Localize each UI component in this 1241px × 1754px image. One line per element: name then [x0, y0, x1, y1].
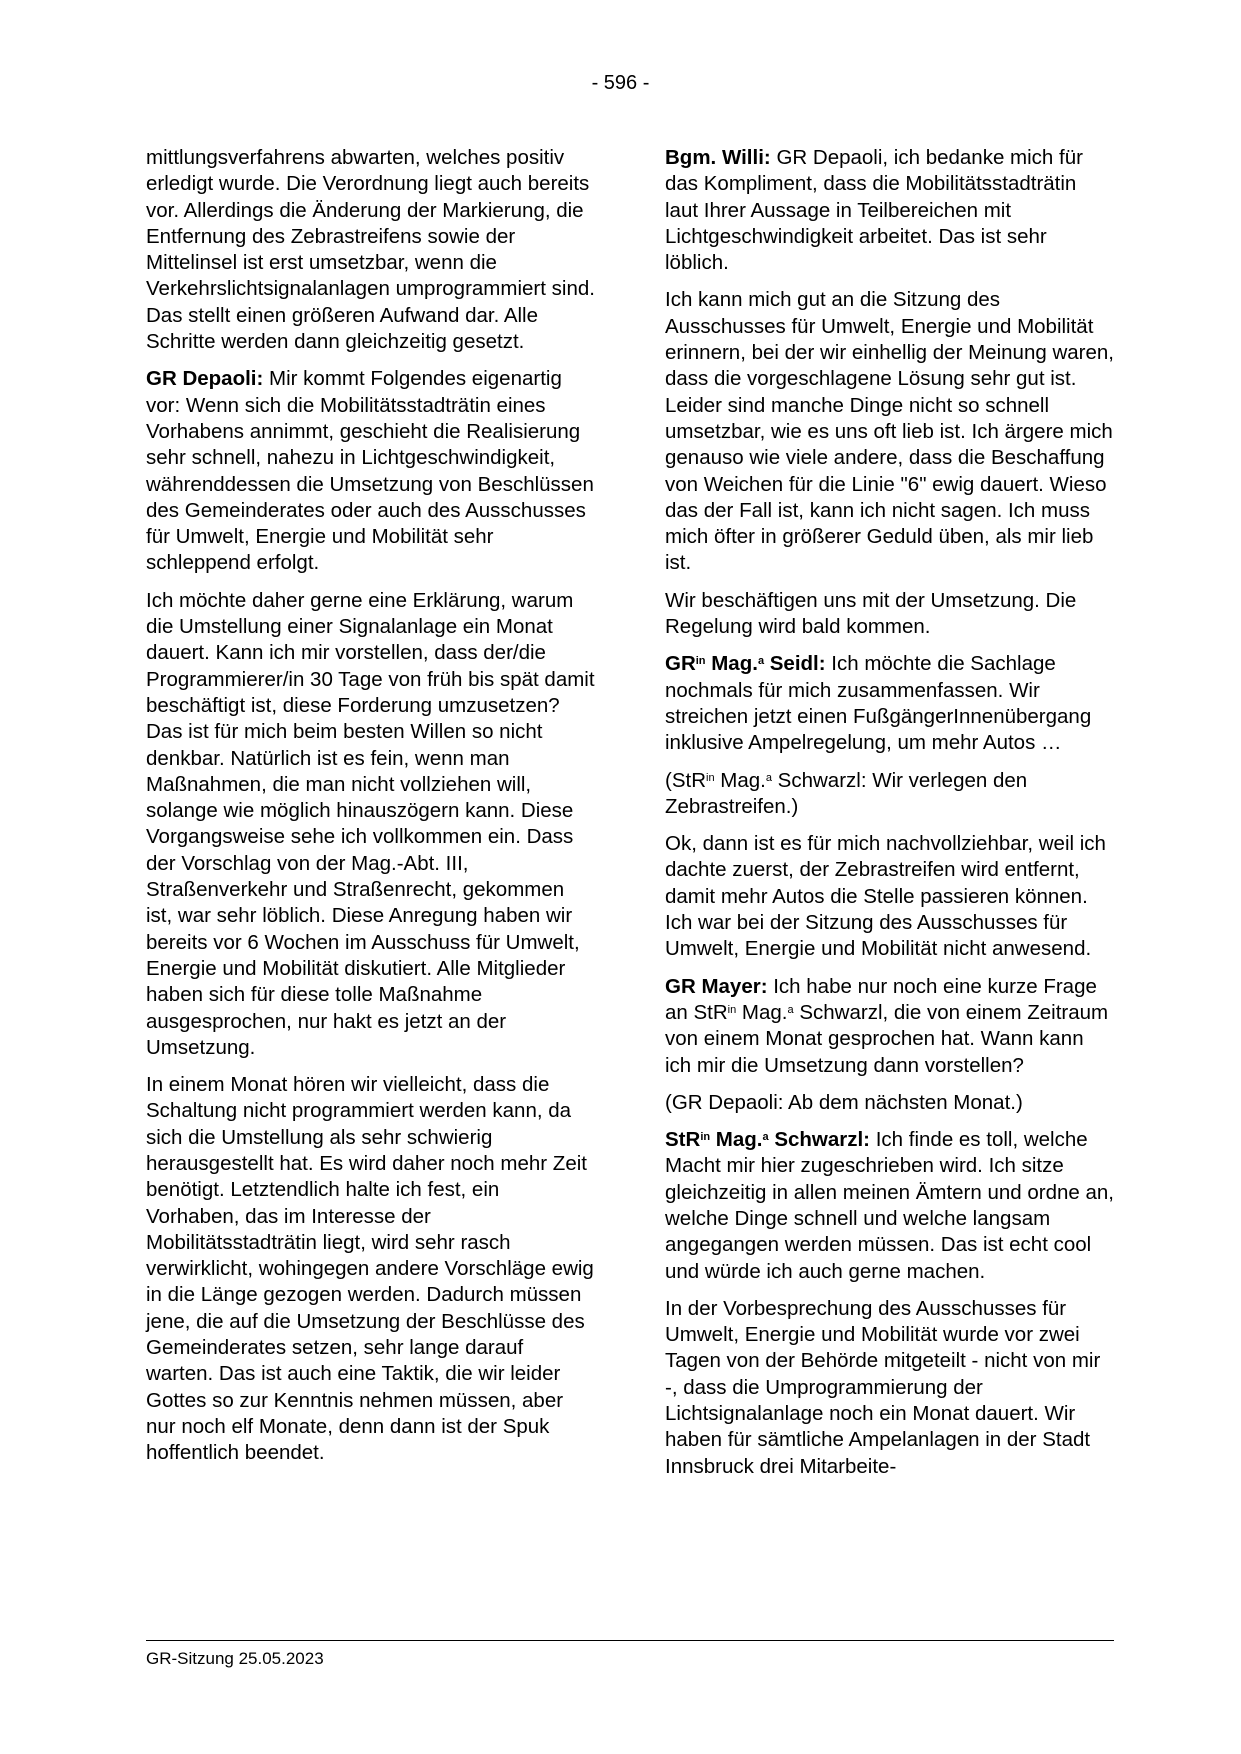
page-number: - 596 - — [591, 72, 650, 94]
paragraph — [665, 1296, 1115, 1480]
paragraph-text: Ich möchte daher gerne eine Erklärung, warum die Umstellung einer Signalanlage ein Monat dauert. Kann ich mir vorstellen, dass der/die Programmierer/in 30 Tage von früh bis spät damit beschäftigt ist, diese Forderung umzusetzen? Das ist für mich beim besten Willen so nicht denkbar. Natürlich ist es fein, wenn man Maßnahmen, die man nicht vollziehen will, solange wie möglich hinauszögern kann. Diese Vorgangsweise sehe ich vollkommen ein. Dass der Vorschlag von der Mag.-Abt. III, Straßenverkehr und Straßenrecht, gekommen ist, war sehr löblich. Diese Anregung haben wir bereits vor 6 Wochen im Ausschuss für Umwelt, Energie und Mobilität diskutiert. Alle Mitglieder haben sich für diese tolle Maßnahme ausgesprochen, nur hakt es jetzt an der Umsetzung. — [146, 588, 595, 1059]
speaker-surname: Schwarzl: — [768, 1128, 871, 1152]
paragraph — [665, 831, 1115, 962]
paragraph — [665, 287, 1115, 576]
paragraph — [146, 588, 596, 1061]
paragraph-text: Ich möchte die Sachlage nochmals für mich zusammenfassen. Wir streichen jetzt einen FußgängerInnenübergang inklusive Ampelregelung, um mehr Autos … — [665, 652, 1092, 755]
superscript: a — [787, 1003, 794, 1016]
interjection-text: (StR — [665, 768, 706, 792]
speaker-title: GR — [665, 652, 696, 676]
paragraph-text: Wir beschäftigen uns mit der Umsetzung. Die Regelung wird bald kommen. — [665, 588, 1077, 639]
paragraph-text: In der Vorbesprechung des Ausschusses für Umwelt, Energie und Mobilität wurde vor zwei Tagen von der Behörde mitgeteilt - nicht von mir -, dass die Umprogrammierung der Lichtsignalanlage noch ein Monat dauert. Wir haben für sämtliche Ampelanlagen in der Stadt Innsbruck drei Mitarbeite- — [665, 1296, 1101, 1478]
paragraph — [146, 1072, 596, 1466]
paragraph-text: Mir kommt Folgendes eigenartig vor: Wenn sich die Mobilitätsstadträtin eines Vorhabens annimmt, geschieht die Realisierung sehr schnell, nahezu in Lichtgeschwindigkeit, währenddessen die Umsetzung von Beschlüssen des Gemeinderates oder auch des Ausschusses für Umwelt, Energie und Mobilität sehr schleppend erfolgt. — [146, 367, 594, 575]
right-column — [665, 145, 1115, 1491]
footer-session-date: GR-Sitzung 25.05.2023 — [146, 1649, 324, 1668]
paragraph — [146, 366, 596, 576]
paragraph — [665, 145, 1115, 276]
superscript: a — [757, 655, 765, 668]
interjection-text: Schwarzl: Wir verlegen den Zebrastreifen.) — [665, 768, 1028, 818]
speaker-title: Mag. — [705, 652, 758, 676]
paragraph-text: Ich kann mich gut an die Sitzung des Ausschusses für Umwelt, Energie und Mobilität erinnern, bei der wir einhellig der Meinung waren, dass die vorgeschlagene Lösung sehr gut ist. Leider sind manche Dinge nicht so schnell umsetzbar, wie es uns oft lieb ist. Ich ärgere mich genauso wie viele andere, dass die Beschaffung von Weichen für die Linie "6" ewig dauert. Wieso das der Fall ist, kann ich nicht sagen. Ich muss mich öfter in größerer Geduld üben, als mir lieb ist. — [665, 288, 1114, 575]
paragraph-text: Schwarzl, die von einem Zeitraum von einem Monat gesprochen hat. Wann kann ich mir die Umsetzung dann vorstellen? — [665, 1000, 1109, 1077]
paragraph — [146, 145, 596, 355]
left-column — [146, 145, 596, 1478]
paragraph-text: Mag. — [736, 1000, 788, 1024]
speaker-name: Bgm. Willi: — [665, 146, 771, 169]
paragraph — [665, 588, 1115, 641]
interjection — [665, 768, 1115, 821]
paragraph-text: Ok, dann ist es für mich nachvollziehbar, weil ich dachte zuerst, der Zebrastreifen wird entfernt, damit mehr Autos die Stelle passieren können. Ich war bei der Sitzung des Ausschusses für Umwelt, Energie und Mobilität nicht anwesend. — [665, 832, 1106, 961]
speaker-surname: Seidl: — [764, 652, 826, 676]
paragraph-text: GR Depaoli, ich bedanke mich für das Kompliment, dass die Mobilitätsstadträtin laut Ihrer Aussage in Teilbereichen mit Lichtgeschwindigkeit arbeitet. Das ist sehr löblich. — [665, 146, 1083, 275]
speaker-title: StR — [665, 1128, 701, 1152]
paragraph-text: Ich habe nur noch eine kurze Frage an StR — [665, 974, 1097, 1024]
paragraph — [665, 974, 1115, 1079]
paragraph — [665, 1127, 1115, 1285]
speaker-name: GR Mayer: — [665, 974, 768, 998]
paragraph-text: In einem Monat hören wir vielleicht, dass die Schaltung nicht programmiert werden kann, da sich die Umstellung als sehr schwierig herausgestellt hat. Es wird daher noch mehr Zeit benötigt. Letztendlich halte ich fest, ein Vorhaben, das im Interesse der Mobilitätsstadträtin liegt, wird sehr rasch verwirklicht, wohingegen andere Vorschläge ewig in die Länge gezogen werden. Dadurch müssen jene, die auf die Umsetzung der Beschlüsse des Gemeinderates setzen, sehr lange darauf warten. Das ist auch eine Taktik, die wir leider Gottes so zur Kenntnis nehmen müssen, aber nur noch elf Monate, denn dann ist der Spuk hoffentlich beendet. — [146, 1073, 594, 1465]
superscript: in — [706, 771, 715, 784]
superscript: in — [727, 1003, 737, 1016]
paragraph — [665, 651, 1115, 756]
paragraph-text: Ich finde es toll, welche Macht mir hier zugeschrieben wird. Ich sitze gleichzeitig in allen meinen Ämtern und ordne an, welche Dinge schnell und welche langsam angegangen werden müssen. Das ist echt cool und würde ich auch gerne machen. — [665, 1128, 1114, 1283]
superscript: in — [695, 655, 706, 668]
speaker-name — [665, 1128, 870, 1151]
speaker-name — [665, 652, 826, 675]
footer-divider — [146, 1640, 1114, 1641]
superscript: in — [700, 1131, 711, 1144]
speaker-title: Mag. — [710, 1128, 763, 1152]
interjection — [665, 1090, 1115, 1116]
superscript: a — [765, 771, 772, 784]
speaker-name: GR Depaoli: — [146, 367, 264, 391]
interjection-text: (GR Depaoli: Ab dem nächsten Monat.) — [665, 1090, 1023, 1114]
paragraph-text: mittlungsverfahrens abwarten, welches positiv erledigt wurde. Die Verordnung liegt auch bereits vor. Allerdings die Änderung der Markierung, die Entfernung des Zebrastreifens sowie der Mittelinsel ist erst umsetzbar, wenn die Verkehrslichtsignalanlagen umprogrammiert sind. Das stellt einen größeren Aufwand dar. Alle Schritte werden dann gleichzeitig gesetzt. — [146, 146, 595, 354]
superscript: a — [762, 1131, 769, 1144]
interjection-text: Mag. — [714, 768, 766, 792]
